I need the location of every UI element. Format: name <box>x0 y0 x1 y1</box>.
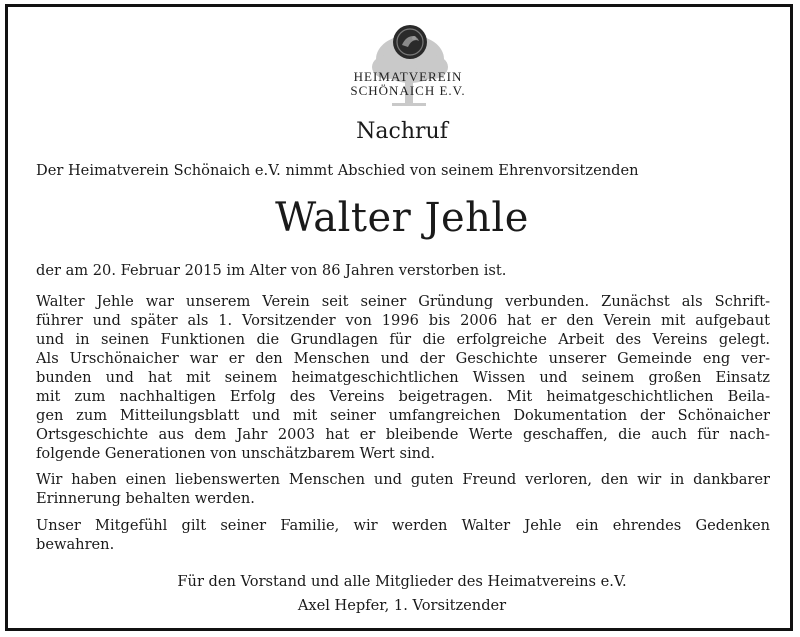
paragraph-line: folgende Generationen von unschätzbarem Wert sind. <box>36 445 436 462</box>
paragraph-line: Wir haben einen liebenswerten Menschen und guten Freund verloren, den wir in dankbarer <box>36 471 770 488</box>
tree-emblem-icon <box>328 17 488 117</box>
page-title: Nachruf <box>356 119 448 144</box>
logo-line-2: SCHÖNAICH E.V. <box>350 83 466 98</box>
paragraph-line: und in seinen Funktionen die Grundlagen für die erfolgreiche Arbeit des Vereins gelegt. <box>36 331 770 348</box>
paragraph-line: Unser Mitgefühl gilt seiner Familie, wir werden Walter Jehle ein ehrendes Gedenken <box>36 517 770 534</box>
signature-line-1: Für den Vorstand und alle Mitglieder des Heimatvereins e.V. <box>177 573 627 590</box>
deceased-name: Walter Jehle <box>275 195 529 241</box>
heimatverein-logo <box>328 17 488 117</box>
paragraph-line: Erinnerung behalten werden. <box>36 490 255 507</box>
paragraph-line: Ortsgeschichte aus dem Jahr 2003 hat er bleibende Werte geschaffen, die auch für nach- <box>36 426 770 443</box>
paragraph-line: mit zum nachhaltigen Erfolg des Vereins beigetragen. Mit heimatgeschichtlichen Beila- <box>36 388 770 405</box>
intro-text: Der Heimatverein Schönaich e.V. nimmt Abschied von seinem Ehrenvorsitzenden <box>36 162 639 179</box>
logo-line-1: HEIMATVEREIN <box>353 69 463 84</box>
death-notice: der am 20. Februar 2015 im Alter von 86 Jahren verstorben ist. <box>36 262 507 279</box>
paragraph-line: bewahren. <box>36 536 115 553</box>
paragraph-line: Als Urschönaicher war er den Menschen und der Geschichte unserer Gemeinde eng ver- <box>36 350 770 367</box>
signature-line-2: Axel Hepfer, 1. Vorsitzender <box>297 597 507 614</box>
obituary-frame <box>5 4 793 631</box>
paragraph-line: bunden und hat mit seinem heimatgeschichtlichen Wissen und seinem großen Einsatz <box>36 369 770 386</box>
paragraph-line: gen zum Mitteilungsblatt und mit seiner umfangreichen Dokumentation der Schönaicher <box>36 407 770 424</box>
paragraph-line: führer und später als 1. Vorsitzender von 1996 bis 2006 hat er den Verein mit aufgebaut <box>36 312 770 329</box>
paragraph-line: Walter Jehle war unserem Verein seit seiner Gründung verbunden. Zunächst als Schrift- <box>36 293 770 310</box>
